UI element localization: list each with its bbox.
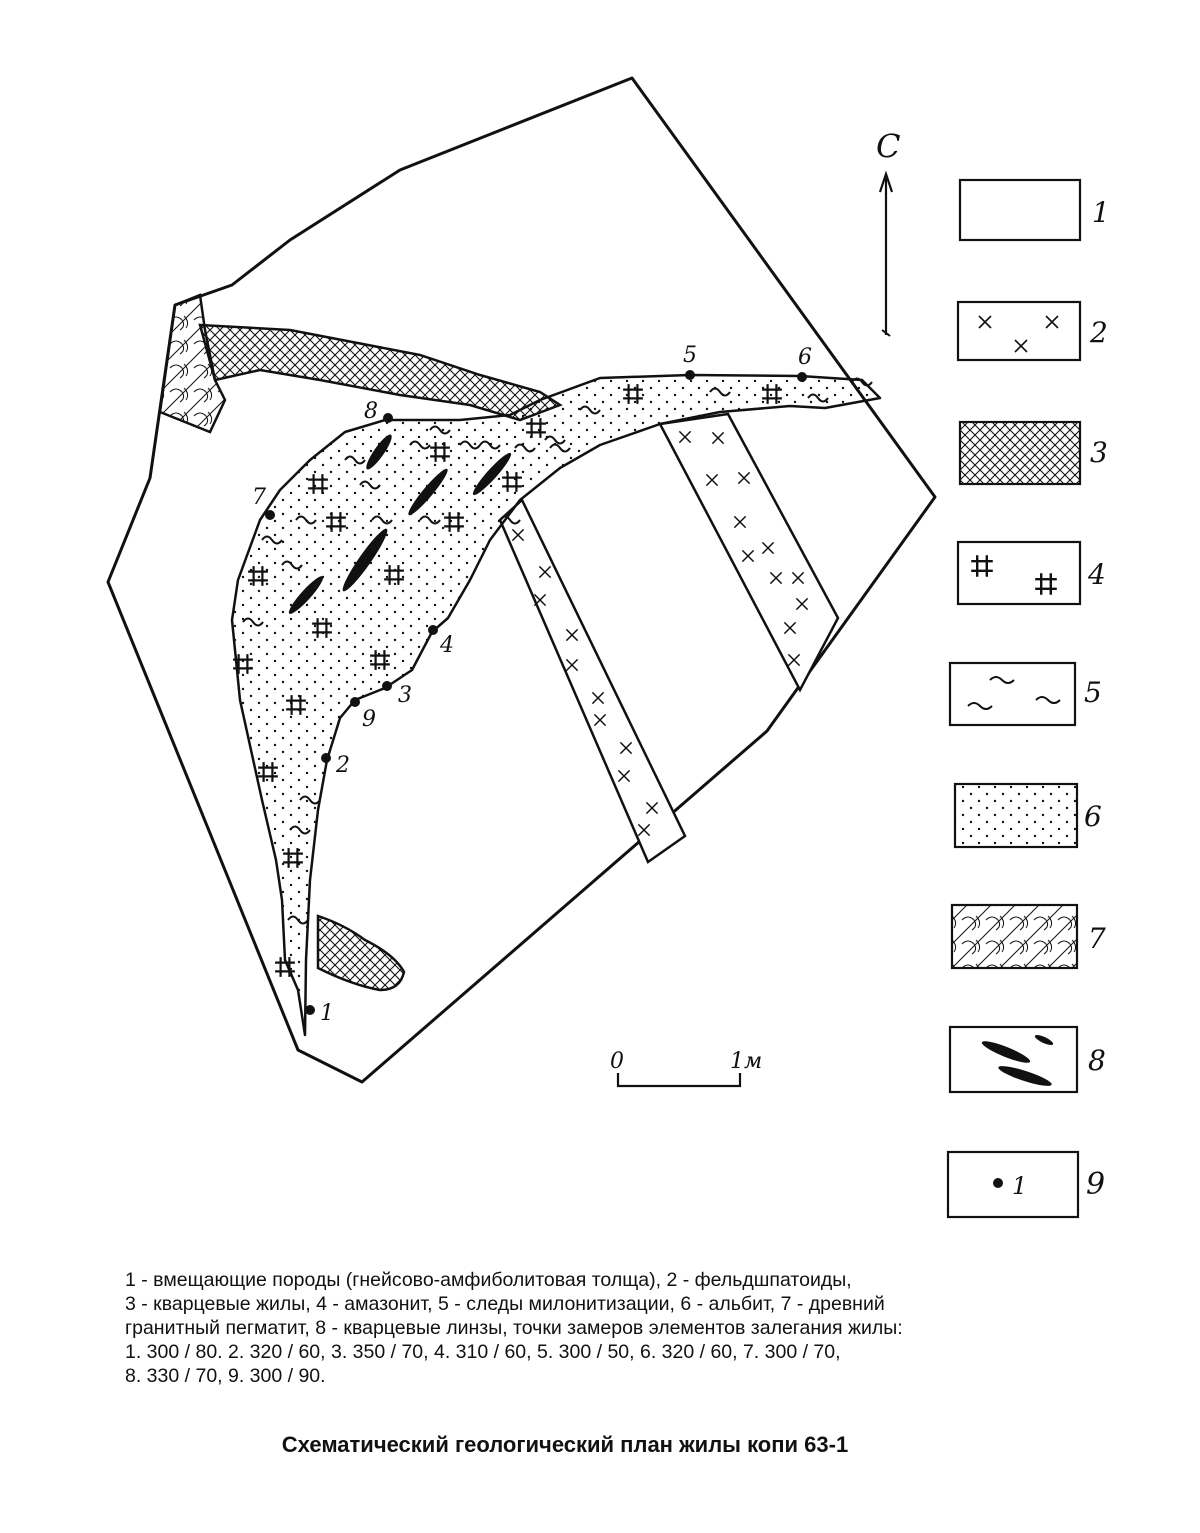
- feldspathoid-band-east: [660, 414, 838, 690]
- quartz-vein-upper: [200, 325, 560, 420]
- legend-number-2: 2: [1090, 316, 1108, 349]
- legend-number-5: 5: [1084, 676, 1102, 709]
- figure-title: Схематический геологический план жилы копи 63-1: [281, 1432, 849, 1457]
- legend-number-6: 6: [1084, 800, 1102, 833]
- legend-box-1: [960, 180, 1080, 240]
- legend-caption: [125, 1268, 1085, 1388]
- point-label-9: 9: [362, 707, 376, 732]
- legend-box-6: [955, 784, 1077, 847]
- legend-number-8: 8: [1088, 1044, 1106, 1077]
- caption-line: 1 - вмещающие породы (гнейсово-амфиболитовая толща), 2 - фельдшпатоиды,: [125, 1269, 852, 1291]
- quartz-vein-lower: [318, 916, 404, 990]
- scale-bar: [610, 1049, 762, 1086]
- legend-box-2: [958, 302, 1080, 360]
- point-label-4: 4: [440, 633, 454, 658]
- point-label-7: 7: [252, 485, 266, 510]
- measure-point-2[interactable]: [321, 753, 331, 763]
- scale-start-label: 0: [610, 1049, 624, 1074]
- north-arrow: [876, 127, 900, 336]
- legend-point-sample: 1: [1012, 1172, 1028, 1200]
- measure-point-4[interactable]: [428, 625, 438, 635]
- caption-line: 8. 330 / 70, 9. 300 / 90.: [125, 1365, 326, 1387]
- measure-point-6[interactable]: [797, 372, 807, 382]
- caption-line: 1. 300 / 80. 2. 320 / 60, 3. 350 / 70, 4. 310 / 60, 5. 300 / 50, 6. 320 / 60, 7. 300 / 70,: [125, 1341, 841, 1363]
- legend-number-3: 3: [1090, 436, 1108, 469]
- north-label: С: [876, 127, 901, 165]
- caption-line: 3 - кварцевые жилы, 4 - амазонит, 5 - следы милонитизации, 6 - альбит, 7 - древний: [125, 1293, 885, 1315]
- measure-point-9[interactable]: [350, 697, 360, 707]
- point-label-1: 1: [320, 1001, 334, 1026]
- caption-line: гранитный пегматит, 8 - кварцевые линзы, точки замеров элементов залегания жилы:: [125, 1317, 903, 1339]
- legend: [948, 180, 1110, 1217]
- measure-point-5[interactable]: [685, 370, 695, 380]
- legend-point-symbol: [993, 1178, 1003, 1188]
- measure-point-1[interactable]: [305, 1005, 315, 1015]
- point-label-6: 6: [798, 345, 812, 370]
- point-label-8: 8: [364, 399, 378, 424]
- legend-number-1: 1: [1092, 196, 1110, 229]
- legend-number-7: 7: [1088, 922, 1106, 955]
- scale-end-label: 1м: [730, 1049, 763, 1074]
- feldspathoid-band-west: [500, 500, 685, 862]
- point-label-3: 3: [398, 683, 412, 708]
- legend-box-7: [952, 905, 1077, 968]
- point-label-5: 5: [683, 343, 697, 368]
- measure-point-8[interactable]: [383, 413, 393, 423]
- point-label-2: 2: [336, 753, 350, 778]
- legend-number-4: 4: [1088, 558, 1106, 591]
- legend-box-3: [960, 422, 1080, 484]
- measure-point-3[interactable]: [382, 681, 392, 691]
- legend-box-5: [950, 663, 1075, 725]
- measure-point-7[interactable]: [265, 510, 275, 520]
- legend-number-9: 9: [1086, 1167, 1106, 1202]
